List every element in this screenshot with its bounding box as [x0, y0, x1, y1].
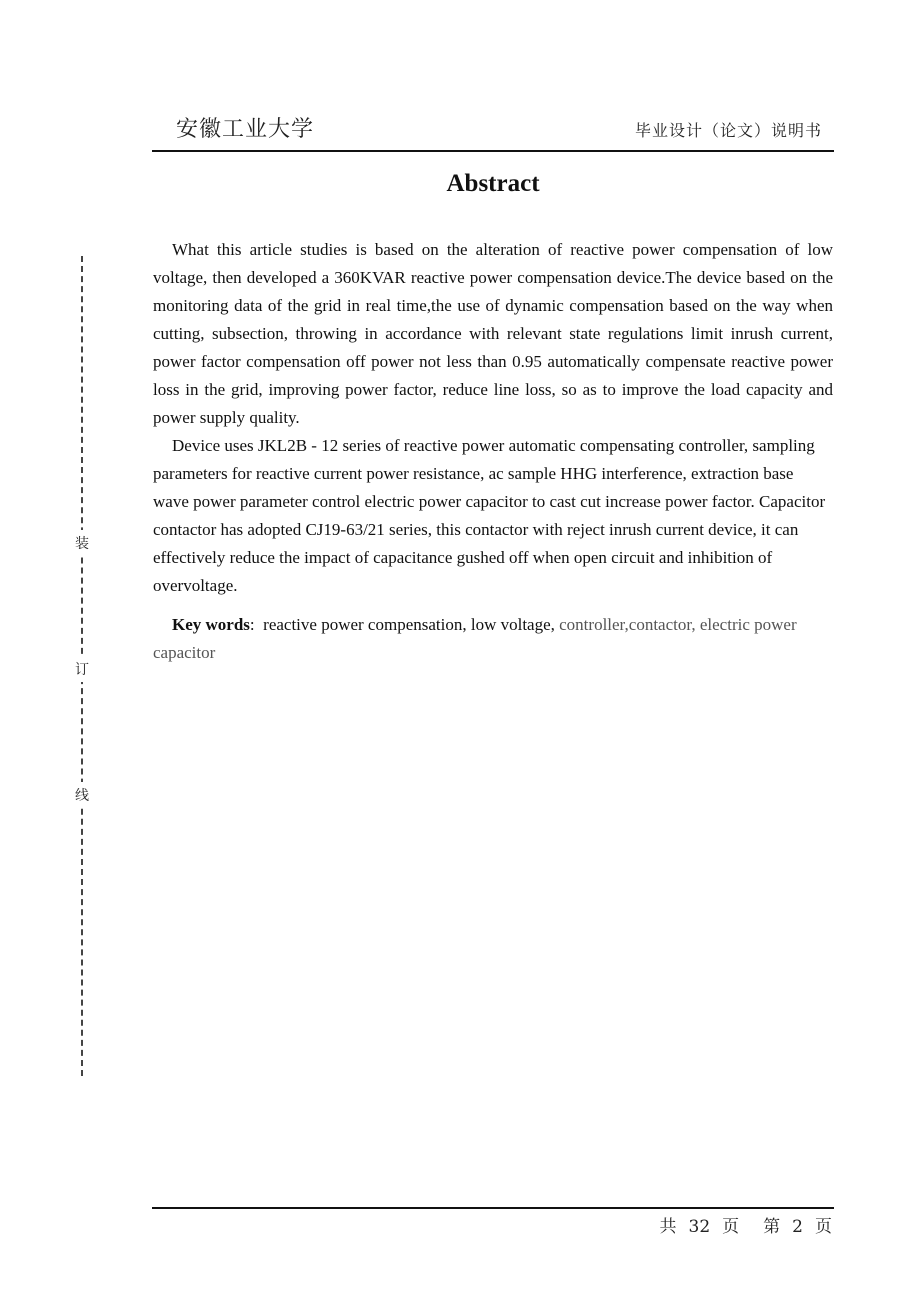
abstract-paragraph-2: Device uses JKL2B - 12 series of reactive power automatic compensating controller, sampling parameters for reactive current power resistance, ac sample HHG interference, extraction base wave power parameter control electric power capacitor to cast cut increase power factor. Capacitor contactor has adopted CJ19-63/21 series, this contactor with reject inrush current device, it can effectively reduce the impact of capacitance gushed off when open circuit and inhibition of overvoltage.	[153, 436, 826, 595]
keywords-line	[153, 611, 833, 667]
abstract-paragraph-1: What this article studies is based on the alteration of reactive power compensation of low voltage, then developed a 360KVAR reactive power compensation device.The device based on the monitoring data of the grid in real time,the use of dynamic compensation based on the way when cutting, subsection, throwing in accordance with relevant state regulations limit inrush current, power factor compensation off power not less than 0.95 automatically compensate reactive power loss in the grid, improving power factor, reduce line loss, so as to improve the load capacity and power supply quality.	[153, 240, 833, 427]
abstract-body	[153, 236, 833, 667]
binding-mark-xian: 线	[72, 782, 92, 808]
footer-total-suffix: 页	[722, 1217, 740, 1237]
footer-total-prefix: 共	[659, 1217, 677, 1237]
binding-mark-zhuang: 装	[72, 530, 92, 556]
footer-current-page: 2	[792, 1217, 803, 1237]
footer-current-suffix: 页	[815, 1217, 832, 1237]
footer-current-prefix: 第	[763, 1217, 781, 1237]
keywords-separator: :	[249, 615, 255, 634]
binding-mark-ding: 订	[72, 656, 92, 682]
university-name: 安徽工业大学	[176, 117, 315, 142]
document-type: 毕业设计（论文）说明书	[634, 121, 822, 140]
keywords-part1: reactive power compensation, low voltage,	[263, 615, 560, 634]
footer-total-pages: 32	[688, 1217, 711, 1237]
header-rule	[152, 150, 834, 152]
keywords-label: Key words	[172, 615, 250, 634]
keywords-part2: controller,contactor, electric power capacitor	[153, 615, 797, 662]
footer-rule	[152, 1207, 834, 1209]
page-title: Abstract	[446, 170, 540, 197]
page-footer	[660, 1212, 832, 1237]
